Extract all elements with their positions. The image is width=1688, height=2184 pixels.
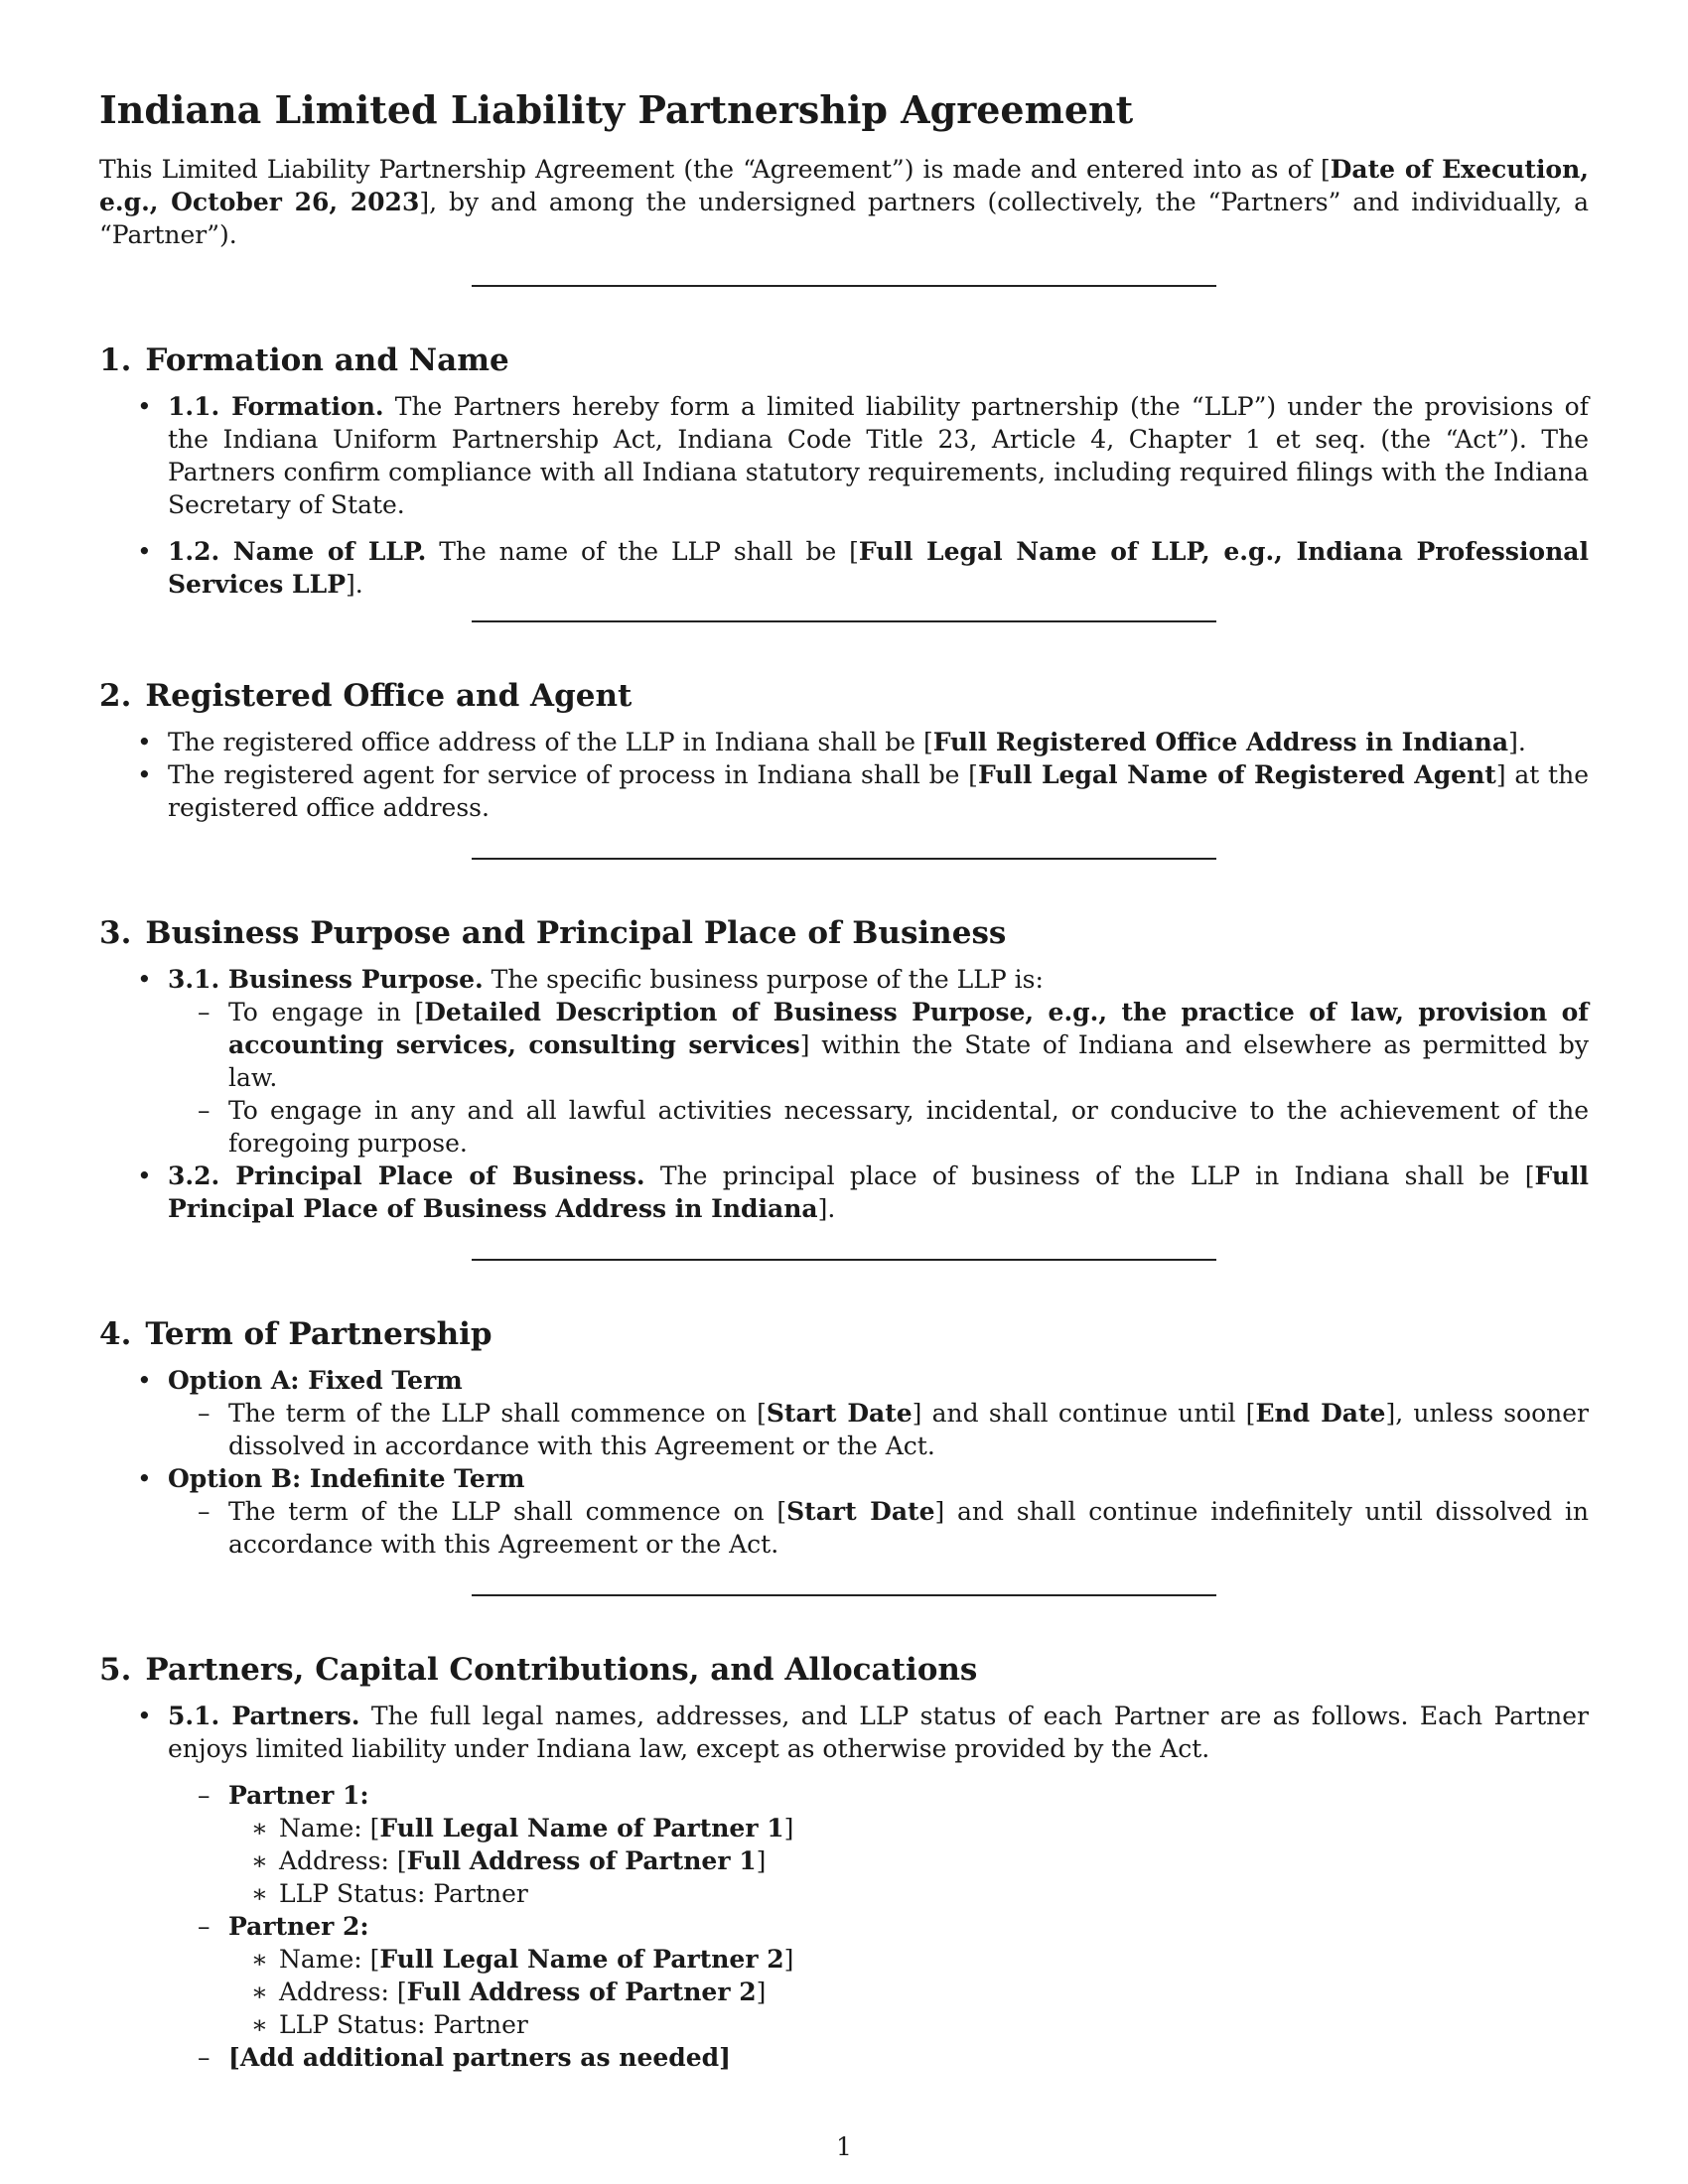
section-3-heading: [99, 913, 1589, 953]
registered-office-placeholder: Full Registered Office Address in Indiana: [932, 728, 1509, 756]
clause-text: ] and shall continue until [: [912, 1399, 1256, 1428]
section-title: Term of Partnership: [145, 1316, 492, 1352]
business-purpose-placeholder: Detailed Description of Business Purpose, e.g., the practice of law, provision of accounting services, consulting services: [228, 998, 1589, 1059]
intro-text: ], by and among the undersigned partners (collectively, the “Partners” and individually, a “Partner”).: [99, 188, 1589, 249]
start-date-placeholder: Start Date: [786, 1497, 935, 1526]
partner-label: Partner 2:: [228, 1912, 369, 1941]
list-item: [99, 963, 1589, 1160]
section-1-list: [99, 390, 1589, 601]
section-number: 3.: [99, 915, 132, 951]
partner-entry: [168, 1779, 1589, 1910]
clause-label: 1.2. Name of LLP.: [168, 537, 427, 566]
partner-status: ∗ LLP Status: Partner: [228, 2008, 1589, 2041]
add-partners-text: Add additional partners as needed: [239, 2043, 720, 2072]
section-divider: [472, 285, 1216, 287]
sub-list-item: [168, 1397, 1589, 1462]
field-label: Address: [: [279, 1846, 407, 1875]
field-label: Name: [: [279, 1945, 380, 1974]
section-divider: [472, 1259, 1216, 1261]
section-divider: [472, 1594, 1216, 1596]
sub-list: [168, 1397, 1589, 1462]
partner-entry: [168, 1910, 1589, 2041]
section-number: 4.: [99, 1316, 132, 1352]
partner-name: ∗ Name: [Full Legal Name of Partner 1]: [228, 1812, 1589, 1844]
clause-text: ].: [346, 570, 363, 599]
end-date-placeholder: End Date: [1255, 1399, 1386, 1428]
sub-list: [168, 1495, 1589, 1561]
clause-label: 3.2. Principal Place of Business.: [168, 1161, 645, 1190]
sub-list-item: – To engage in any and all lawful activities necessary, incidental, or conducive to the achievement of the foregoing purpose.: [168, 1094, 1589, 1160]
section-2-list: [99, 726, 1589, 824]
clause-text: The specific business purpose of the LLP is:: [483, 965, 1044, 994]
list-item: [99, 535, 1589, 601]
clause-text: The term of the LLP shall commence on [: [228, 1497, 787, 1526]
section-4-heading: [99, 1314, 1589, 1354]
partner-status: ∗ LLP Status: Partner: [228, 1877, 1589, 1910]
clause-text: The term of the LLP shall commence on [: [228, 1399, 767, 1428]
clause-text: ].: [1508, 728, 1526, 756]
list-item: [99, 1700, 1589, 2074]
section-divider: [472, 620, 1216, 622]
document-page: [99, 85, 1589, 2074]
intro-text: This Limited Liability Partnership Agreement (the “Agreement”) is made and entered into as of [: [99, 155, 1331, 184]
add-partners-note: – [Add additional partners as needed]: [168, 2041, 1589, 2074]
registered-agent-placeholder: Full Legal Name of Registered Agent: [977, 760, 1496, 789]
section-4-list: [99, 1364, 1589, 1561]
field-label: Address: [: [279, 1978, 407, 2006]
partner-address: ∗ Address: [Full Address of Partner 2]: [228, 1976, 1589, 2008]
clause-text: The full legal names, addresses, and LLP status of each Partner are as follows. Each Partner enjoys limited liability under Indiana law, except as otherwise provided by the Act.: [168, 1702, 1590, 1763]
section-5-heading: [99, 1650, 1589, 1690]
intro-paragraph: [99, 153, 1589, 251]
clause-text: The registered office address of the LLP in Indiana shall be [: [168, 728, 933, 756]
list-item: [99, 1160, 1589, 1225]
option-b-label: Option B: Indefinite Term: [168, 1464, 525, 1493]
list-item: [99, 726, 1589, 758]
clause-label: 1.1. Formation.: [168, 392, 384, 421]
partner-name-placeholder: Full Legal Name of Partner 2: [379, 1945, 784, 1974]
start-date-placeholder: Start Date: [766, 1399, 913, 1428]
partner-address-placeholder: Full Address of Partner 1: [406, 1846, 757, 1875]
clause-text: ] and shall continue indefinitely until dissolved in accordance with this Agreement or the Act.: [228, 1497, 1590, 1559]
partner-label: Partner 1:: [228, 1781, 369, 1810]
clause-text: The name of the LLP shall be [: [426, 537, 859, 566]
execution-date-placeholder: Date of Execution, e.g., October 26, 2023: [99, 155, 1589, 216]
page-number: 1: [836, 2132, 852, 2161]
clause-text: ], unless sooner dissolved in accordance with this Agreement or the Act.: [228, 1399, 1590, 1460]
sub-list: [168, 996, 1589, 1160]
section-title: Business Purpose and Principal Place of Business: [145, 915, 1007, 951]
section-divider: [472, 858, 1216, 860]
clause-label: 5.1. Partners.: [168, 1702, 360, 1730]
partners-list: [168, 1779, 1589, 2074]
clause-text: The registered agent for service of process in Indiana shall be [: [168, 760, 978, 789]
list-item: [99, 1462, 1589, 1561]
section-1-heading: [99, 341, 1589, 380]
partner-address: ∗ Address: [Full Address of Partner 1]: [228, 1844, 1589, 1877]
partner-name-placeholder: Full Legal Name of Partner 1: [379, 1814, 784, 1843]
section-number: 5.: [99, 1652, 132, 1688]
option-a-label: Option A: Fixed Term: [168, 1366, 463, 1395]
sub-list-item: [168, 1495, 1589, 1561]
document-title: Indiana Limited Liability Partnership Agreement: [99, 87, 1134, 132]
list-item: [99, 1364, 1589, 1462]
section-3-list: [99, 963, 1589, 1225]
clause-text: ] within the State of Indiana and elsewhere as permitted by law.: [228, 1030, 1589, 1092]
partner-details: [228, 1943, 1589, 2041]
clause-text: The Partners hereby form a limited liability partnership (the “LLP”) under the provisions of the Indiana Uniform Partnership Act, Indiana Code Title 23, Article 4, Chapter 1 et seq. (the “Act”). The Partners confirm compliance with all Indiana statutory requirements, including required filings with the Indiana Secretary of State.: [168, 392, 1589, 519]
principal-place-placeholder: Full Principal Place of Business Address in Indiana: [168, 1161, 1590, 1223]
clause-text: ] at the registered office address.: [168, 760, 1590, 822]
clause-label: 3.1. Business Purpose.: [168, 965, 484, 994]
partner-name: ∗ Name: [Full Legal Name of Partner 2]: [228, 1943, 1589, 1976]
section-title: Partners, Capital Contributions, and Allocations: [145, 1652, 978, 1688]
clause-text: To engage in [: [228, 998, 425, 1026]
partner-address-placeholder: Full Address of Partner 2: [406, 1978, 757, 2006]
list-item: [99, 758, 1589, 824]
sub-list-item: [168, 996, 1589, 1094]
clause-text: ].: [817, 1194, 836, 1223]
section-title: Registered Office and Agent: [145, 678, 633, 714]
section-number: 1.: [99, 342, 132, 378]
section-2-heading: [99, 676, 1589, 716]
list-item: [99, 390, 1589, 521]
partner-details: [228, 1812, 1589, 1910]
section-title: Formation and Name: [145, 342, 509, 378]
clause-text: The principal place of business of the LLP in Indiana shall be [: [644, 1161, 1535, 1190]
llp-name-placeholder: Full Legal Name of LLP, e.g., Indiana Professional Services LLP: [168, 537, 1589, 599]
section-number: 2.: [99, 678, 132, 714]
section-5-list: [99, 1700, 1589, 2074]
field-label: Name: [: [279, 1814, 380, 1843]
